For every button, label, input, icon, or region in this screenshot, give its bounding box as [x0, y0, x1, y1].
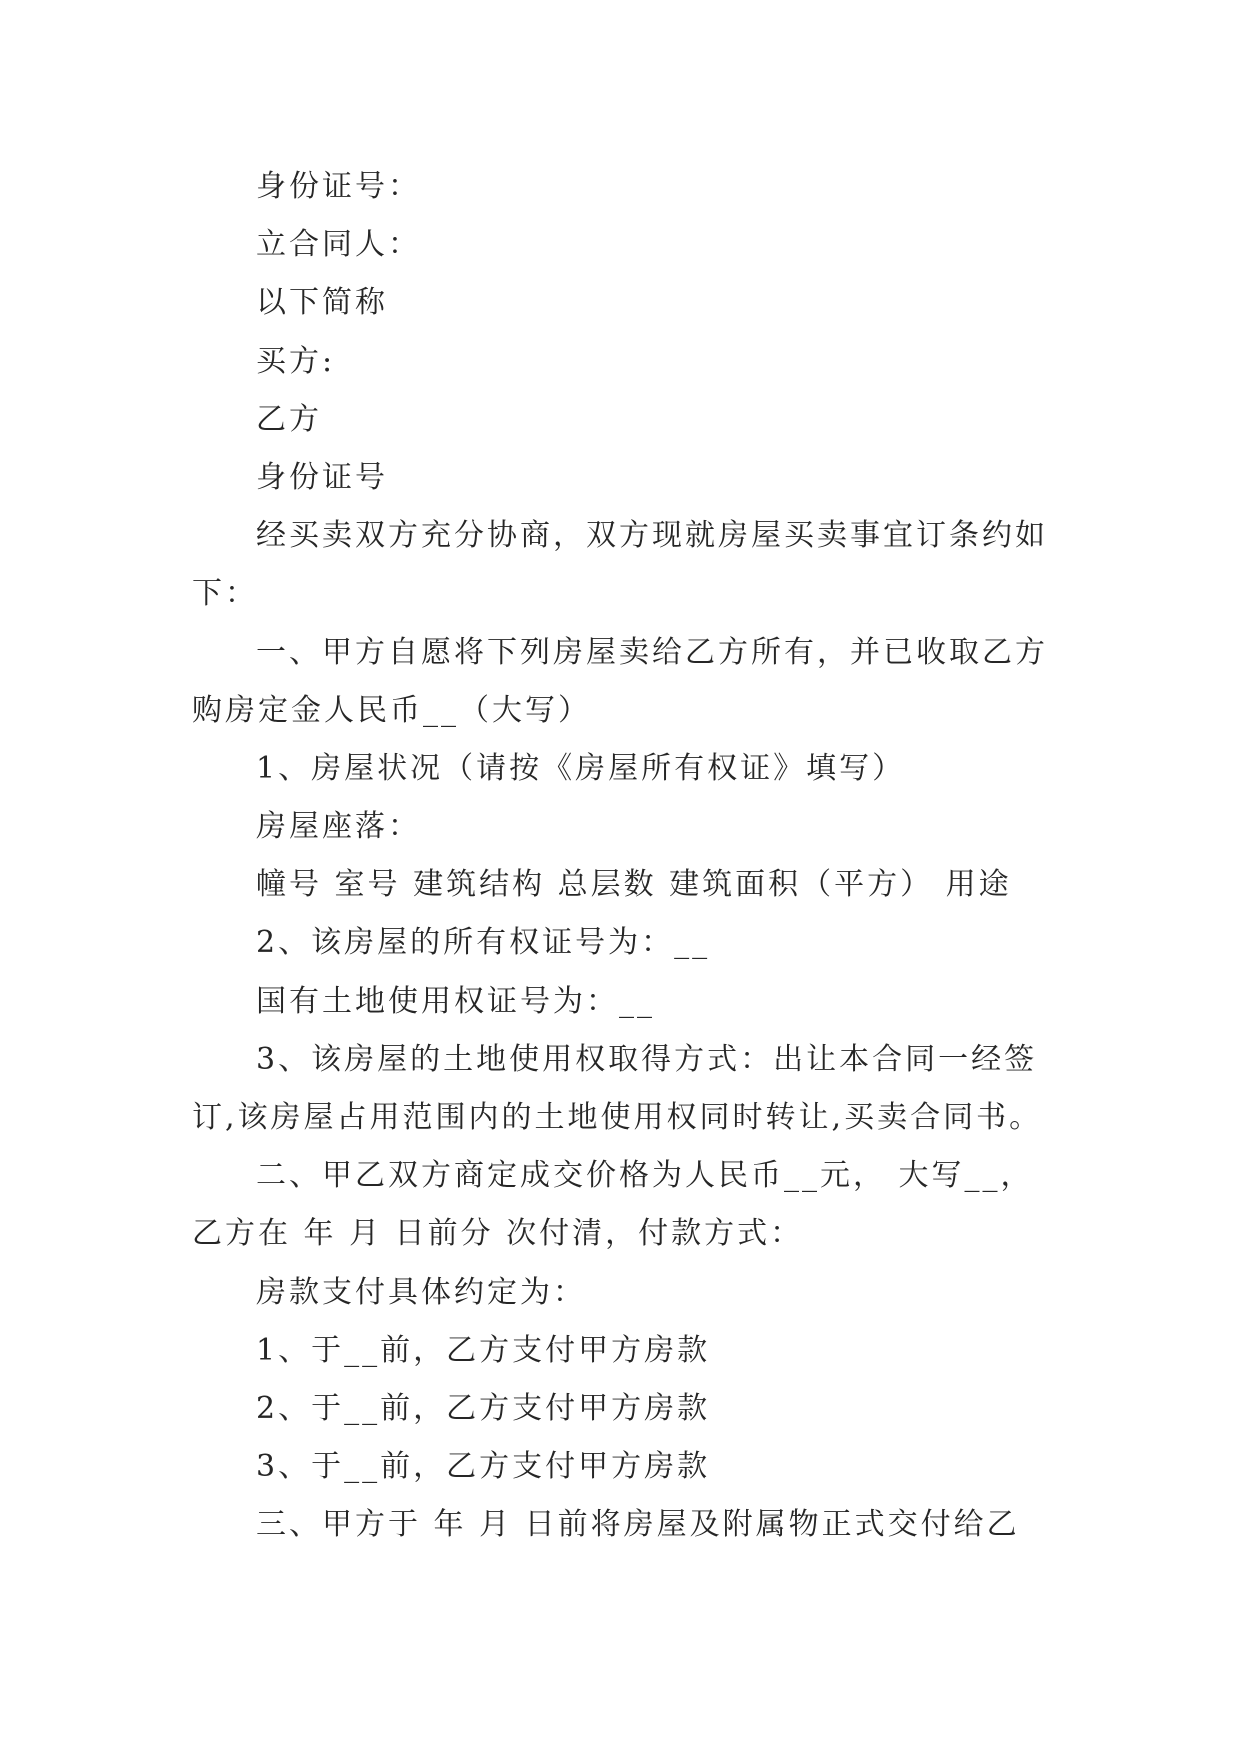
clause-3: 三、甲方于 年 月 日前将房屋及附属物正式交付给乙 — [256, 1507, 1020, 1543]
line-buyer: 买方: — [256, 343, 336, 379]
line-id-number: 身份证号： — [256, 169, 421, 204]
clause-2-cont: 乙方在 年 月 日前分 次付清，付款方式： — [192, 1216, 804, 1252]
line-contract-party: 立合同人： — [256, 227, 421, 263]
clause-2: 二、甲乙双方商定成交价格为人民币__元， 大写__， — [256, 1158, 1034, 1194]
line-land-cert: 国有土地使用权证号为：__ — [256, 983, 655, 1019]
clause-1-cont: 购房定金人民币__（大写） — [192, 692, 591, 728]
clause-1: 一、甲方自愿将下列房屋卖给乙方所有，并已收取乙方 — [256, 634, 1048, 670]
paragraph-intro-cont: 下： — [192, 576, 258, 612]
line-hereinafter: 以下简称 — [256, 285, 388, 321]
item-house-status: 1、房屋状况（请按《房屋所有权证》填写） — [256, 750, 906, 786]
line-house-fields: 幢号 室号 建筑结构 总层数 建筑面积（平方） 用途 — [256, 867, 1012, 903]
document-body — [192, 158, 1052, 1555]
payment-item-1: 1、于__前，乙方支付甲方房款 — [256, 1332, 711, 1368]
paragraph-intro: 经买卖双方充分协商，双方现就房屋买卖事宜订条约如 — [256, 518, 1048, 554]
line-id-number-2: 身份证号 — [256, 459, 388, 495]
payment-item-2: 2、于__前，乙方支付甲方房款 — [256, 1390, 711, 1426]
line-house-location: 房屋座落： — [256, 809, 421, 845]
item-land-use-cont: 订,该房屋占用范围内的土地使用权同时转让,买卖合同书。 — [192, 1100, 1043, 1135]
line-payment-terms: 房款支付具体约定为： — [256, 1274, 586, 1310]
item-land-use: 3、该房屋的土地使用权取得方式：出让本合同一经签 — [256, 1041, 1038, 1077]
line-party-b: 乙方 — [256, 401, 322, 437]
payment-item-3: 3、于__前，乙方支付甲方房款 — [256, 1449, 711, 1485]
item-ownership-cert: 2、该房屋的所有权证号为：__ — [256, 925, 711, 961]
